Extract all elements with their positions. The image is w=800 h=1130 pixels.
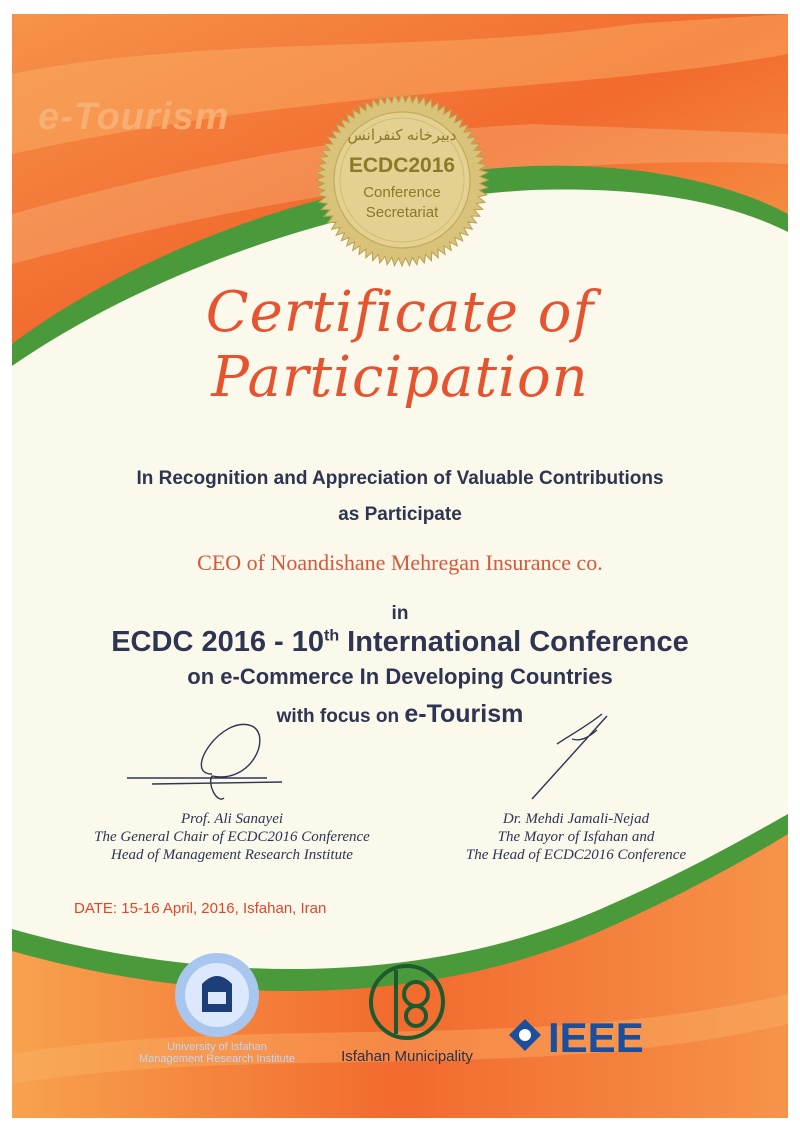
signatory-role: The General Chair of ECDC2016 Conference — [94, 829, 370, 845]
signatory-role: The Mayor of Isfahan and — [497, 829, 655, 845]
conference-subtitle: on e-Commerce In Developing Countries — [187, 664, 613, 689]
certificate — [12, 14, 788, 1118]
signatory-role: The Head of ECDC2016 Conference — [465, 847, 687, 863]
recognition-line-2: as Participate — [338, 504, 462, 525]
seal-line-3: Secretariat — [365, 204, 439, 221]
recipient-name: CEO of Noandishane Mehregan Insurance co. — [197, 550, 603, 575]
university-caption: University of Isfahan Management Research Institute — [139, 1041, 295, 1065]
ieee-diamond-icon — [508, 1018, 542, 1052]
seal-line-1: ECDC2016 — [348, 154, 456, 177]
conference-name: ECDC 2016 - 10th International Conference — [111, 626, 689, 658]
ieee-logo-text: IEEE — [548, 1014, 644, 1061]
conference-in-label: in — [391, 603, 409, 624]
signature-left — [127, 724, 282, 799]
certificate-title: Certificate of Participation — [205, 280, 595, 410]
signatory-name: Prof. Ali Sanayei — [180, 811, 284, 827]
seal-arabic-text: دبیرخانه کنفرانس — [347, 127, 457, 144]
seal-line-2: Conference — [363, 184, 441, 201]
signatory-role: Head of Management Research Institute — [111, 847, 353, 863]
university-emblem — [172, 950, 262, 1040]
event-date: DATE: 15-16 April, 2016, Isfahan, Iran — [74, 900, 327, 917]
recognition-line-1: In Recognition and Appreciation of Valuable Contributions — [136, 468, 664, 489]
municipality-label: Isfahan Municipality — [341, 1048, 473, 1065]
signatory-name: Dr. Mehdi Jamali-Nejad — [502, 811, 650, 827]
signatory-left — [52, 810, 412, 864]
gold-seal — [314, 92, 490, 268]
e-tourism-logo: e-Tourism — [38, 96, 230, 138]
municipality-emblem — [362, 960, 452, 1050]
conference-focus: with focus on e-Tourism — [276, 700, 524, 728]
signatory-right — [426, 810, 726, 864]
